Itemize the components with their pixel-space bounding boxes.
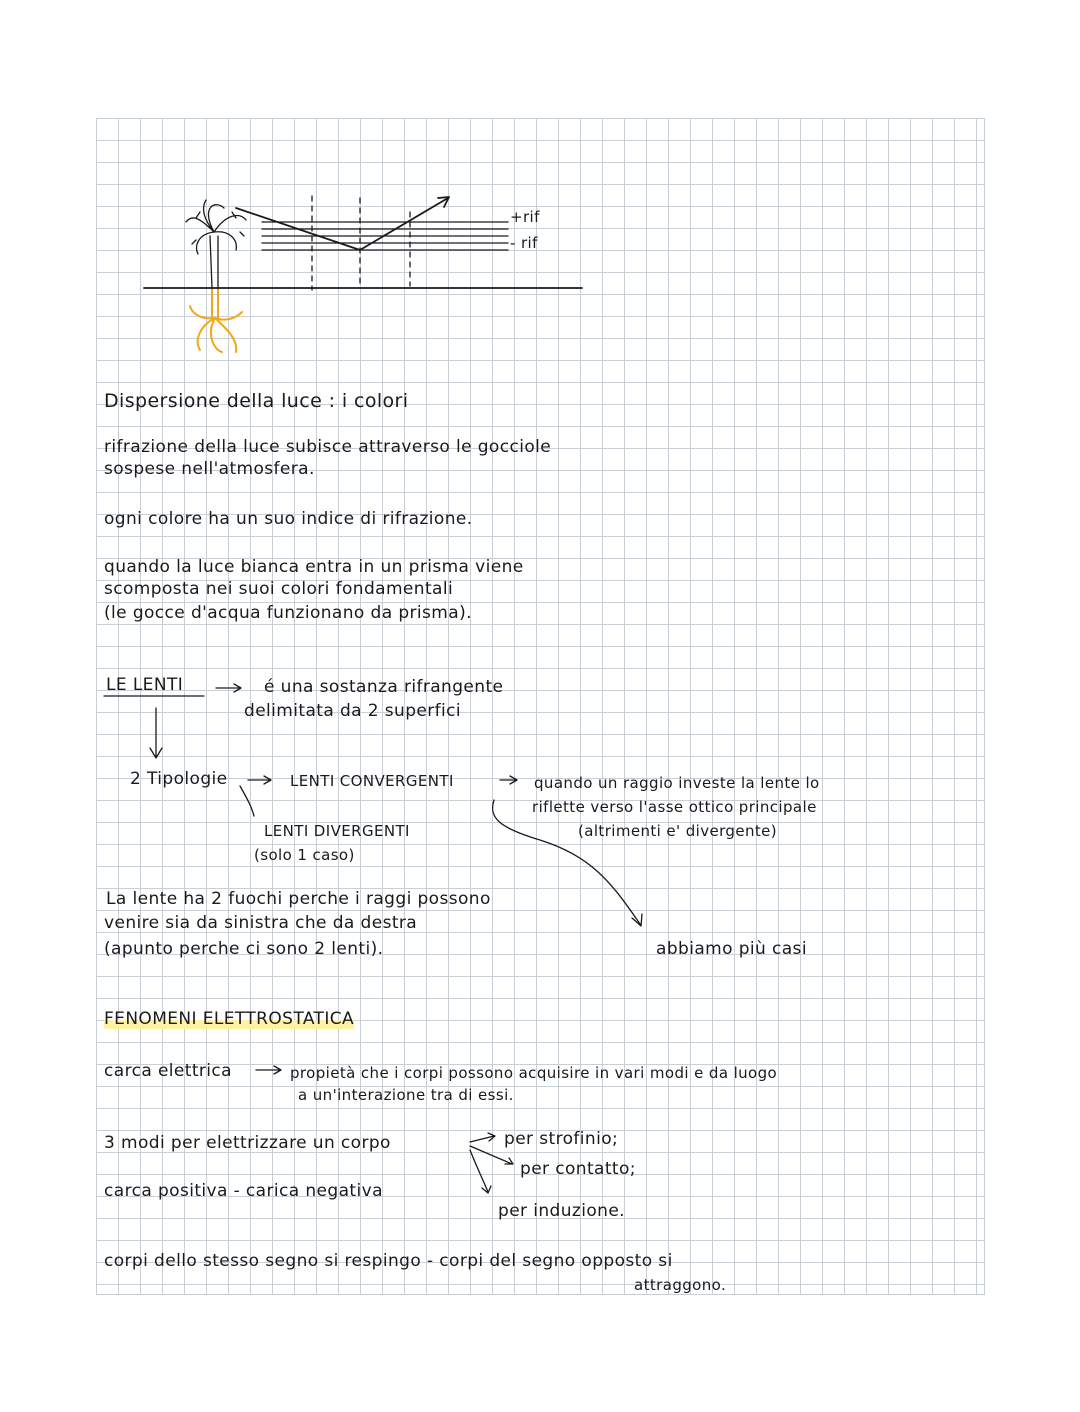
highlighted-heading: FENOMENI ELETTROSTATICA: [104, 1009, 355, 1029]
charge-signs: carca positiva - carica negativa: [104, 1181, 383, 1201]
foci-text: La lente ha 2 fuochi perche i raggi possono: [106, 889, 491, 909]
section-title-electrostatics: [104, 1008, 354, 1030]
charge-definition: propietà che i corpi possono acquisire in vari modi e da luogo: [290, 1064, 778, 1082]
palm-tree-icon: [186, 200, 246, 288]
arrow-down-icon: [470, 1150, 491, 1193]
mode-item: per contatto;: [520, 1159, 636, 1179]
arrow-curved: [493, 800, 640, 924]
mode-item: per strofinio;: [504, 1129, 619, 1149]
section-title-lenses: LE LENTI: [106, 675, 184, 695]
palm-reflection-roots-icon: [190, 288, 242, 352]
foci-text: (apunto perche ci sono 2 lenti).: [104, 939, 384, 959]
text-line: scomposta nei suoi colori fondamentali: [104, 579, 454, 599]
foci-text: venire sia da sinistra che da destra: [104, 913, 418, 933]
electrification-modes: 3 modi per elettrizzare un corpo: [104, 1133, 391, 1153]
lens-definition: é una sostanza rifrangente: [264, 677, 504, 697]
arrow-right-icon: [256, 1066, 281, 1074]
arrow-branch: [240, 786, 254, 816]
arrow-right-icon: [216, 684, 241, 692]
charge-label: carca elettrica: [104, 1061, 232, 1081]
charge-definition: a un'interazione tra di essi.: [298, 1086, 514, 1104]
charge-law: corpi dello stesso segno si respingo - corpi del segno opposto si: [104, 1251, 673, 1271]
light-ray: [236, 198, 448, 250]
label-plus-rif: +rif: [510, 208, 540, 226]
arrow-right-icon: [248, 776, 271, 784]
lens-types-label: 2 Tipologie: [130, 769, 228, 789]
diverging-note: (solo 1 caso): [254, 846, 355, 864]
more-cases-note: abbiamo più casi: [656, 939, 807, 959]
arrow-right-icon: [500, 776, 517, 784]
diverging-lens-label: LENTI DIVERGENTI: [264, 822, 410, 840]
text-line: (le gocce d'acqua funzionano da prisma).: [104, 603, 472, 623]
converging-description: (altrimenti e' divergente): [578, 822, 778, 840]
text-line: quando la luce bianca entra in un prisma viene: [104, 557, 524, 577]
text-line: ogni colore ha un suo indice di rifrazione.: [104, 509, 473, 529]
converging-description: riflette verso l'asse ottico principale: [532, 798, 817, 816]
arrow-down-icon: [150, 708, 162, 758]
text-line: rifrazione della luce subisce attraverso le gocciole: [104, 437, 552, 457]
section-title-dispersion: Dispersione della luce : i colori: [104, 390, 409, 412]
mode-item: per induzione.: [498, 1201, 625, 1221]
lens-definition: delimitata da 2 superfici: [244, 701, 462, 721]
converging-lens-label: LENTI CONVERGENTI: [290, 772, 454, 790]
label-minus-rif: - rif: [510, 234, 538, 252]
charge-law: attraggono.: [634, 1276, 727, 1294]
text-line: sospese nell'atmosfera.: [104, 459, 315, 479]
converging-description: quando un raggio investe la lente lo: [534, 774, 820, 792]
arrow-right-icon: [470, 1133, 495, 1142]
